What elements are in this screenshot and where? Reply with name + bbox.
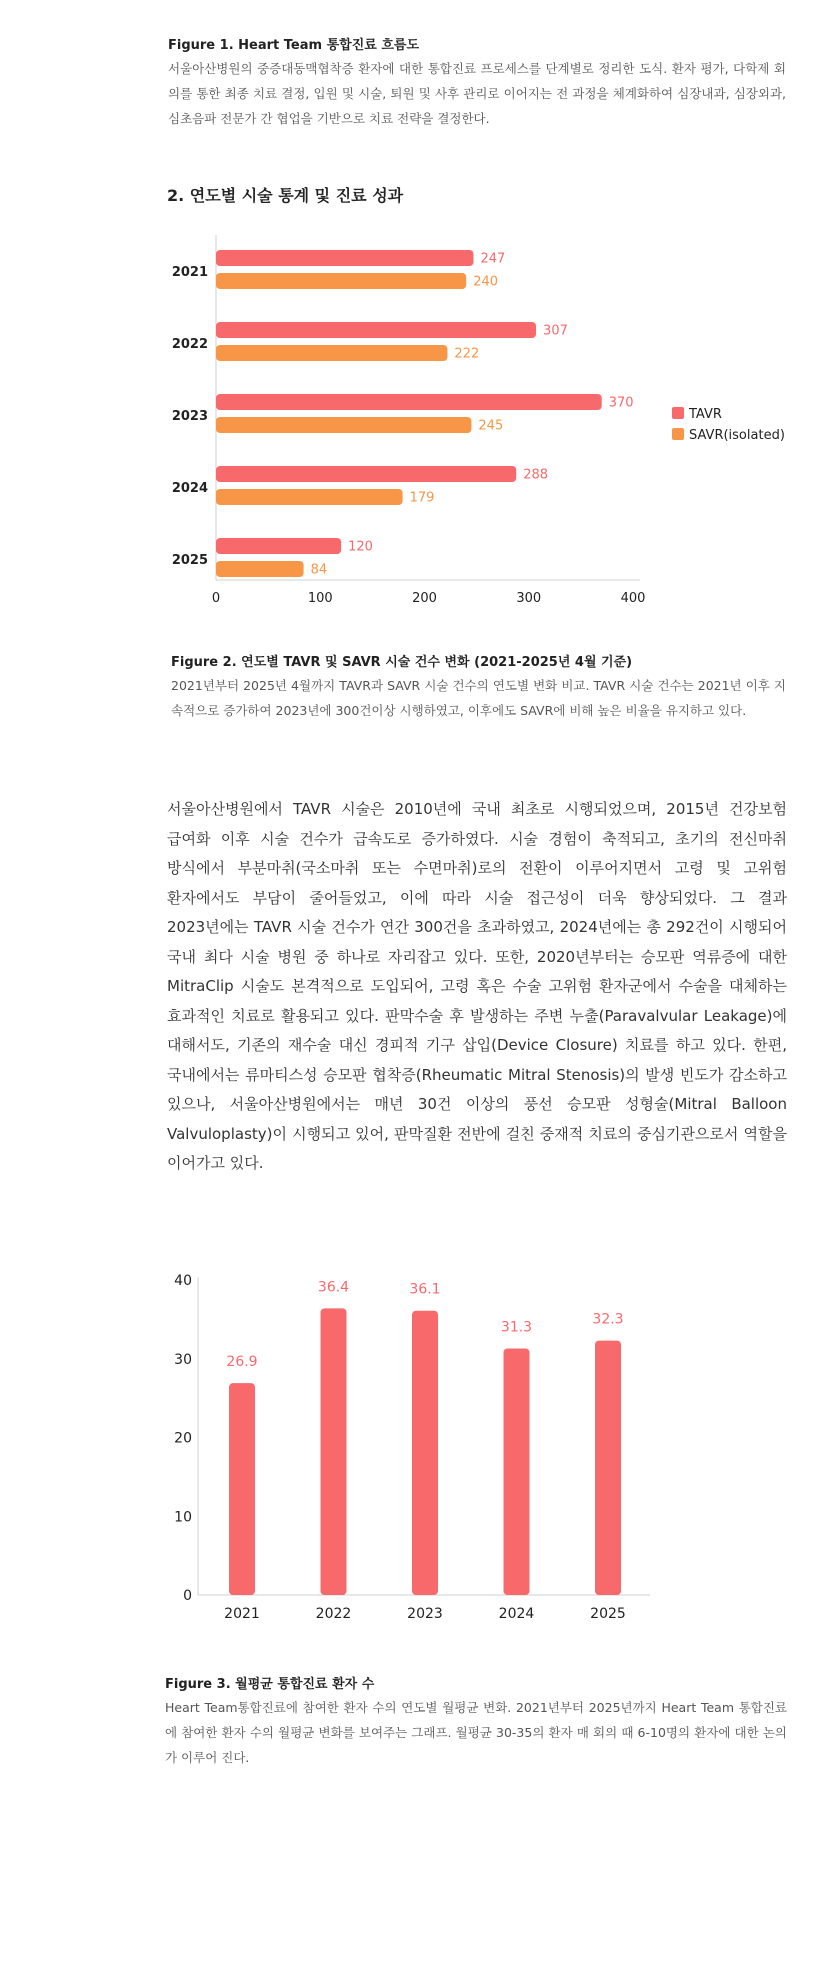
savr-data-label: 240: [473, 274, 499, 290]
figure1-title: Figure 1. Heart Team 통합진료 흐름도: [168, 38, 420, 53]
y-tick-label: 2025: [171, 553, 208, 568]
tavr-bar: [216, 250, 473, 266]
x-tick-label: 2024: [498, 1606, 535, 1622]
monthly-bar: [595, 1341, 621, 1595]
y-tick-label: 2023: [171, 409, 208, 424]
bar-data-label: 36.1: [409, 1281, 441, 1298]
y-tick-label: 10: [174, 1509, 192, 1526]
y-tick-label: 2022: [171, 337, 208, 352]
tavr-bar: [216, 322, 536, 338]
body-paragraph: 서울아산병원에서 TAVR 시술은 2010년에 국내 최초로 시행되었으며, 2015년 건강보험 급여화 이후 시술 건수가 급속도로 증가하였다. 시술 경험이 축적되고, 초기의 전신마취 방식에서 부분마취(국소마취 또는 수면마취)로의 전환이 이루어지면서 고령 및 고위험 환자에서도 부담이 줄어들었고, 이에 따라 시술 접근성이 더욱 향상되었다. 그 결과 2023년에는 TAVR 시술 건수가 연간 300건을 초과하였고, 2024년에는 총 292건이 시행되어 국내 최다 시술 병원 중 하나로 자리잡고 있다. 또한, 2020년부터는 승모판 역류증에 대한 MitraClip 시술도 본격적으로 도입되어, 고령 혹은 수술 고위험 환자군에서 수술을 대체하는 효과적인 치료로 활용되고 있다. 판막수술 후 발생하는 주변 누출(Paravalvular Leakage)에 대해서도, 기존의 재수술 대신 경피적 기구 삽입(Device Closure) 치료를 하고 있다. 한편, 국내에서는 류마티스성 승모판 협착증(Rheumatic Mitral Stenosis)의 발생 빈도가 감소하고 있으나, 서울아산병원에서는 매년 30건 이상의 풍선 승모판 성형술(Mitral Balloon Valvuloplasty)이 시행되고 있어, 판막질환 전반에 걸친 중재적 치료의 중심기관으로서 역할을 이어가고 있다.: [167, 800, 787, 1172]
tavr-data-label: 307: [543, 323, 568, 339]
tavr-bar: [216, 538, 341, 554]
section-heading: 2. 연도별 시술 통계 및 진료 성과: [167, 186, 404, 205]
monthly-bar: [504, 1349, 530, 1595]
monthly-patients-chart: [0, 1265, 840, 1650]
x-tick-label: 400: [620, 591, 646, 606]
tavr-data-label: 120: [348, 539, 373, 555]
bar-data-label: 26.9: [226, 1354, 258, 1371]
figure2-title: Figure 2. 연도별 TAVR 및 SAVR 시술 건수 변화 (2021-2025년 4월 기준): [171, 655, 633, 670]
legend-swatch-savr: [672, 428, 684, 440]
savr-bar: [216, 489, 403, 505]
y-tick-label: 2024: [171, 481, 208, 496]
x-tick-label: 100: [307, 591, 333, 606]
y-tick-label: 30: [174, 1351, 192, 1368]
figure3-caption: Heart Team통합진료에 참여한 환자 수의 연도별 월평균 변화. 2021년부터 2025년까지 Heart Team 통합진료에 참여한 환자 수의 월평균 변화를 보여주는 그래프. 월평균 30-35의 환자 매 회의 때 6-10명의 환자에 대한 논의가 이루어 진다.: [165, 1700, 787, 1765]
tavr-bar: [216, 394, 602, 410]
savr-data-label: 222: [454, 346, 480, 362]
x-tick-label: 300: [516, 591, 542, 606]
tavr-data-label: 370: [608, 395, 634, 411]
y-tick-label: 40: [174, 1273, 192, 1289]
bar-data-label: 32.3: [592, 1311, 624, 1328]
monthly-bar: [321, 1308, 347, 1595]
figure3-title: Figure 3. 월평균 통합진료 환자 수: [165, 1677, 375, 1692]
x-tick-label: 0: [211, 591, 221, 606]
legend-label-tavr: TAVR: [689, 407, 722, 422]
figure1-caption: 서울아산병원의 중증대동맥협착증 환자에 대한 통합진료 프로세스를 단계별로 정리한 도식. 환자 평가, 다학제 회의를 통한 최종 치료 결정, 입원 및 시술, 퇴원 및 사후 관리로 이어지는 전 과정을 체계화하여 심장내과, 심장외과, 심초음파 전문가 간 협업을 기반으로 치료 전략을 결정한다.: [168, 61, 786, 126]
y-tick-label: 20: [174, 1430, 192, 1447]
tavr-savr-chart: [0, 225, 840, 620]
figure2-caption: 2021년부터 2025년 4월까지 TAVR과 SAVR 시술 건수의 연도별 변화 비교. TAVR 시술 건수는 2021년 이후 지속적으로 증가하여 2023년에 300건이상 시행하였고, 이후에도 SAVR에 비해 높은 비율을 유지하고 있다.: [171, 678, 786, 718]
savr-data-label: 179: [409, 490, 435, 506]
tavr-data-label: 247: [480, 251, 506, 267]
savr-bar: [216, 345, 447, 361]
x-tick-label: 2025: [590, 1606, 626, 1622]
legend-swatch-tavr: [672, 407, 684, 419]
monthly-bar: [229, 1383, 255, 1595]
monthly-bar: [412, 1311, 438, 1595]
x-tick-label: 200: [412, 591, 437, 606]
tavr-bar: [216, 466, 516, 482]
savr-data-label: 84: [310, 562, 328, 578]
tavr-data-label: 288: [523, 467, 549, 483]
x-tick-label: 2021: [224, 1606, 260, 1622]
savr-bar: [216, 273, 466, 289]
bar-data-label: 36.4: [317, 1279, 350, 1296]
y-tick-label: 0: [183, 1588, 192, 1604]
y-tick-label: 2021: [171, 265, 208, 280]
savr-data-label: 245: [478, 418, 504, 434]
x-tick-label: 2022: [315, 1606, 352, 1622]
legend-label-savr: SAVR(isolated): [689, 428, 785, 443]
x-tick-label: 2023: [407, 1606, 443, 1622]
savr-bar: [216, 417, 471, 433]
bar-data-label: 31.3: [500, 1319, 533, 1336]
savr-bar: [216, 561, 304, 577]
